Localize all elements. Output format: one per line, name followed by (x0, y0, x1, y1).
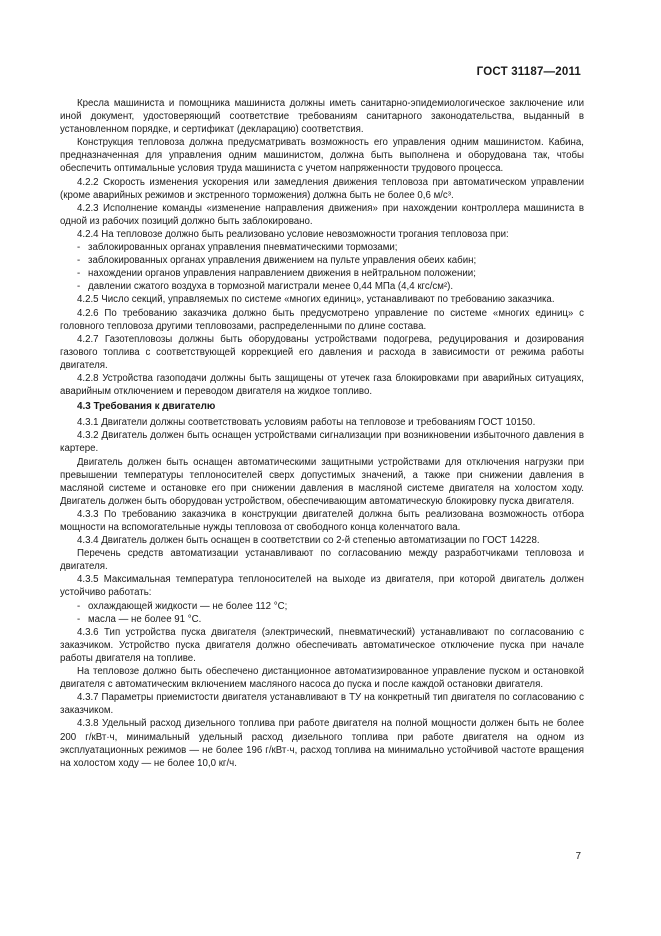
list-item-text: охлаждающей жидкости — не более 112 °С; (88, 600, 288, 612)
paragraph: На тепловозе должно быть обеспечено дистанционное автоматизированное управление пуском и остановкой двигателя с автоматическим включением масляного насоса до пуска и после каждой остановки двигателя. (60, 666, 584, 691)
paragraph: 4.2.5 Число секций, управляемых по системе «многих единиц», устанавливают по требованию заказчика. (77, 294, 555, 306)
list-dash: - (77, 281, 81, 293)
paragraph: Двигатель должен быть оснащен автоматическими защитными устройствами для отключения нагрузки при превышении температуры теплоносителей сверх допустимых значений, а также при снижении давления в масляной системе и остановке его при снижении давления в масляной системе двигателя на холостом ходу. Двигатель должен быть оборудован устройством, обеспечивающим автоматическую блокировку пуска двигателя. (60, 456, 584, 507)
list-dash: - (77, 242, 81, 254)
document-header: ГОСТ 31187—2011 (476, 66, 581, 78)
document-body (60, 97, 584, 770)
paragraph: 4.3.3 По требованию заказчика в конструкции двигателей должна быть реализована возможность отбора мощности на вспомогательные нужды тепловоза от свободного конца коленчатого вала. (60, 508, 584, 533)
paragraph: 4.3.7 Параметры приемистости двигателя устанавливают в ТУ на конкретный тип двигателя по согласованию с заказчиком. (60, 692, 584, 717)
list-item (60, 267, 584, 280)
list-item-text: масла — не более 91 °С. (88, 613, 202, 625)
paragraph: Перечень средств автоматизации устанавливают по согласованию между разработчиками тепловоза и двигателя. (60, 548, 584, 573)
list-item (60, 254, 584, 267)
paragraph: Конструкция тепловоза должна предусматривать возможность его управления одним машинистом. Кабина, предназначенная для управления одним машинистом, должна быть выполнена и оборудована так, чтобы обеспечить оптимальные условия труда машиниста с учетом напряженности трудового процесса. (60, 137, 584, 175)
paragraph: 4.3.6 Тип устройства пуска двигателя (электрический, пневматический) устанавливают по согласованию с заказчиком. Устройство пуска двигателя должно обеспечивать автоматическое отключение пуска при начале работы двигателя на топливе. (60, 626, 584, 664)
list-item (60, 600, 584, 613)
paragraph: 4.3.8 Удельный расход дизельного топлива при работе двигателя на полной мощности должен быть не более 200 г/кВт·ч, минимальный удельный расход дизельного топлива при работе двигателя на одном из эксплуатационных режимов — не более 196 г/кВт·ч, расход топлива на минимально устойчивой частоте вращения на холостом ходу — не более 10,0 кг/ч. (60, 718, 584, 769)
paragraph: 4.3.2 Двигатель должен быть оснащен устройствами сигнализации при возникновении избыточного давления в картере. (60, 430, 584, 455)
paragraph: 4.3.4 Двигатель должен быть оснащен в соответствии со 2-й степенью автоматизации по ГОСТ 14228. (77, 535, 540, 547)
list-dash: - (77, 268, 81, 280)
list-dash: - (77, 613, 81, 625)
paragraph: 4.2.6 По требованию заказчика должно быть предусмотрено управление по системе «многих единиц» с головного тепловоза другими тепловозами, распределенными по длине состава. (60, 307, 584, 332)
paragraph: 4.2.3 Исполнение команды «изменение направления движения» при нахождении контроллера машиниста в одной из рабочих позиций должно быть заблокировано. (60, 202, 584, 227)
list-item-text: заблокированных органах управления пневматическими тормозами; (88, 242, 398, 254)
list-item (60, 241, 584, 254)
list-dash: - (77, 600, 81, 612)
paragraph: 4.2.8 Устройства газоподачи должны быть защищены от утечек газа блокировками при аварийных ситуациях, аварийным отключением и переводом двигателя на жидкое топливо. (60, 372, 584, 398)
list-item-text: заблокированных органах управления движением на пульте управления обеих кабин; (88, 255, 477, 267)
paragraph: 4.2.4 На тепловозе должно быть реализовано условие невозможности трогания тепловоза при: (77, 228, 509, 240)
section-heading: 4.3 Требования к двигателю (77, 401, 216, 413)
page-number: 7 (575, 851, 581, 862)
paragraph: 4.2.2 Скорость изменения ускорения или замедления движения тепловоза при автоматическом управлении (кроме аварийных режимов и экстренного торможения) должна быть не более 0,6 м/с³. (60, 176, 584, 201)
list-item (60, 280, 584, 293)
paragraph: 4.3.1 Двигатели должны соответствовать условиям работы на тепловозе и требованиям ГОСТ 10150. (77, 417, 536, 429)
list-item-text: давлении сжатого воздуха в тормозной магистрали менее 0,44 МПа (4,4 кгс/см²). (88, 281, 454, 293)
paragraph: 4.3.5 Максимальная температура теплоносителей на выходе из двигателя, при которой двигатель должен устойчиво работать: (60, 574, 584, 599)
list-item-text: нахождении органов управления направлением движения в нейтральном положении; (88, 268, 476, 280)
list-item (60, 613, 584, 626)
paragraph: Кресла машиниста и помощника машиниста должны иметь санитарно-эпидемиологическое заключение или иной документ, удостоверяющий соответствие требованиям санитарного законодательства, выданный в установленном порядке, и сертификат (декларацию) соответствия. (60, 98, 584, 136)
list-dash: - (77, 255, 81, 267)
paragraph: 4.2.7 Газотепловозы должны быть оборудованы устройствами подогрева, редуцирования и дозирования газового топлива с соответствующей коррекцией его давления и расхода в зависимости от режима работы двигателя. (60, 333, 584, 371)
